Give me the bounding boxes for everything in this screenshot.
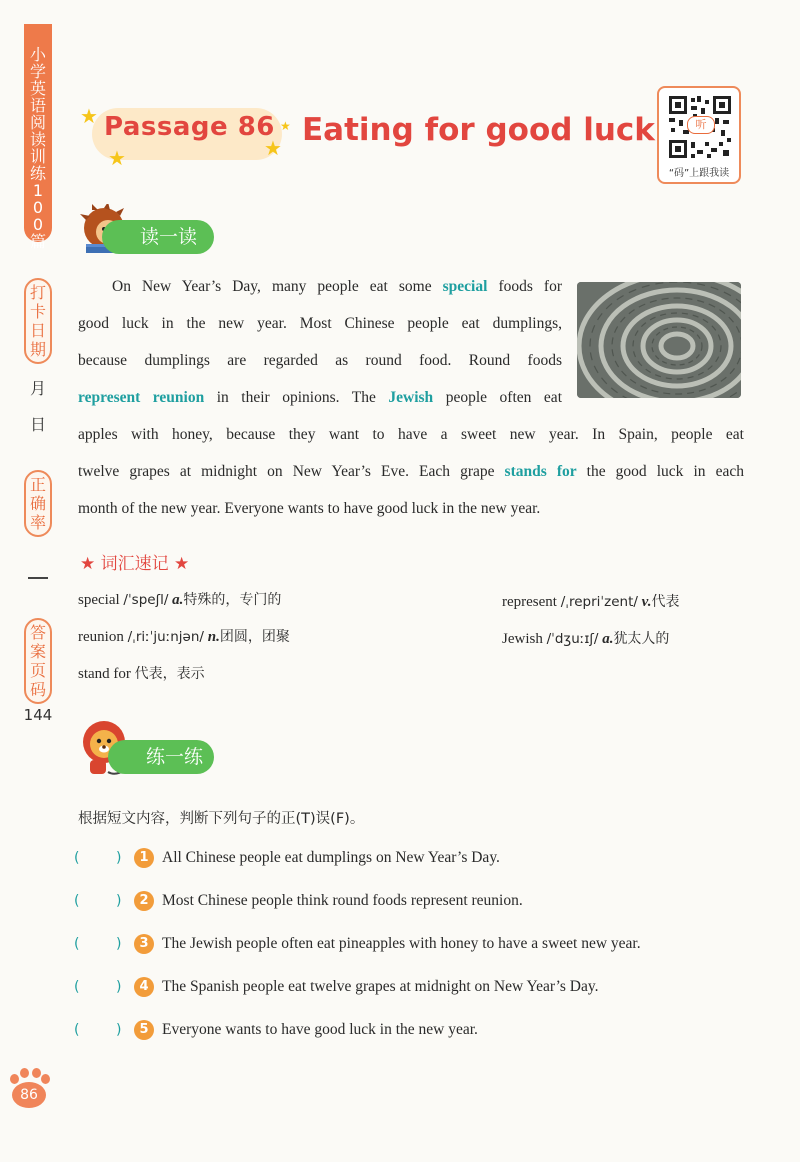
sidebar-char: 小 [29,45,46,64]
star-icon: ★ [280,119,291,133]
passage-segment: in their opinions. The [204,389,389,406]
sidebar-char: 训 [29,147,46,166]
paren-right: ) [116,979,122,995]
sidebar-char: 语 [29,96,46,115]
question-row [74,932,641,956]
vocab-item [502,628,669,648]
passage-segment: people often eat [433,389,562,406]
sidebar-char: 英 [29,79,46,98]
read-section-banner: 读一读 [102,220,214,254]
answer-blank[interactable] [74,1022,134,1038]
vocab-ipa: /ˈspeʃl/ [123,592,169,608]
vocab-meaning: 特殊的，专门的 [183,592,282,608]
vocab-item [78,626,290,646]
passage-line [78,305,562,342]
vocab-meaning: 团圆，团聚 [219,629,290,645]
vocab-heading: ★ 词汇速记 ★ [80,554,190,574]
sidebar-char: 1 [32,181,44,200]
passage-label: Passage 86 [104,112,275,142]
vocab-pos: v. [641,594,652,610]
answer-page-number: 144 [23,706,53,724]
qr-caption: “码”上跟我读 [668,168,730,179]
vocab-word: represent [502,594,557,610]
paren-left: ( [74,936,80,952]
passage-segment: because dumplings are regarded as round food. Round foods [78,352,562,369]
passage-line [78,268,562,305]
passage-segment: the good luck in each [576,463,744,480]
question-number: 5 [134,1020,154,1040]
sidebar-char: 0 [32,215,44,234]
question-number: 1 [134,848,154,868]
vocab-ipa: /ˌrepriˈzent/ [560,594,638,610]
passage-line [78,416,744,453]
passage-line [78,453,744,490]
answer-blank[interactable] [74,850,134,866]
paren-right: ) [116,850,122,866]
passage-line [78,490,744,527]
vocab-meaning: 犹太人的 [613,631,670,647]
question-text: The Spanish people eat twelve grapes at midnight on New Year’s Day. [162,978,599,995]
question-text: All Chinese people eat dumplings on New Year’s Day. [162,849,500,866]
paren-left: ( [74,850,80,866]
answer-blank[interactable] [74,979,134,995]
vocab-word: stand for [78,666,131,682]
paren-left: ( [74,979,80,995]
highlighted-term: special [442,278,488,295]
qr-code-box[interactable] [657,86,741,184]
paren-right: ) [116,1022,122,1038]
passage-segment: On New Year’s Day, many people eat some [112,278,443,295]
sidebar-char: 练 [29,164,46,183]
answer-page-label [24,618,52,704]
sidebar-char: 正 [29,475,46,494]
sidebar-char: 读 [29,130,46,149]
vocab-meaning: 代表 [651,594,680,610]
paren-left: ( [74,1022,80,1038]
sidebar-char: 打 [29,283,46,302]
sidebar-char: 答 [29,623,46,642]
question-row [74,889,523,913]
vocab-word: Jewish [502,631,543,647]
star-icon: ★ [264,136,282,160]
vocab-item [78,663,205,683]
vocab-pos: n. [207,629,220,645]
checkin-date-label [24,278,52,364]
question-text: Everyone wants to have good luck in the new year. [162,1021,478,1038]
dumplings-photo [577,282,741,398]
answer-blank[interactable] [74,936,134,952]
passage-segment: good luck in the new year. Most Chinese people eat dumplings, [78,315,562,332]
paren-left: ( [74,893,80,909]
page-title: Eating for good luck [302,112,655,148]
question-text: The Jewish people often eat pineapples with honey to have a sweet new year. [162,935,641,952]
vocab-item [502,591,680,611]
question-text: Most Chinese people think round foods represent reunion. [162,892,523,909]
question-row [74,975,598,999]
page-number: 86 [12,1082,46,1108]
vocab-item [78,589,281,609]
question-number: 3 [134,934,154,954]
star-icon: ★ [80,104,98,128]
divider [28,577,48,579]
highlighted-term: represent reunion [78,389,205,406]
vocab-meaning: 代表，表示 [134,666,205,682]
book-title-tab [24,24,52,251]
answer-blank[interactable] [74,893,134,909]
listen-badge: 听 [687,116,715,134]
vocab-ipa: /ˌriːˈjuːnjən/ [127,629,204,645]
vocab-pos: a. [602,631,614,647]
star-icon: ★ [108,146,126,170]
sidebar-char: 篇 [29,232,46,251]
passage-segment: apples with honey, because they want to have a sweet new year. In Spain, people eat [78,426,744,443]
passage-line [78,342,562,379]
sidebar-char: 日 [29,321,46,340]
question-number: 2 [134,891,154,911]
vocab-ipa: /ˈdʒuːɪʃ/ [546,631,599,647]
sidebar-char: 学 [29,62,46,81]
side-rail [0,0,68,1162]
question-row [74,1018,478,1042]
sidebar-char: 阅 [29,113,46,132]
paw-icon [8,1068,48,1110]
day-label: 日 [29,415,46,434]
passage-segment: month of the new year. Everyone wants to have good luck in the new year. [78,500,541,517]
month-label: 月 [29,379,46,398]
sidebar-char: 0 [32,198,44,217]
paren-right: ) [116,893,122,909]
sidebar-char: 率 [29,513,46,532]
passage-segment: foods for [487,278,562,295]
paren-right: ) [116,936,122,952]
highlighted-term: stands for [504,463,577,480]
sidebar-char: 确 [29,494,46,513]
question-number: 4 [134,977,154,997]
sidebar-char: 页 [29,661,46,680]
practice-section-banner: 练一练 [108,740,214,774]
vocab-pos: a. [172,592,184,608]
highlighted-term: Jewish [388,389,434,406]
sidebar-char: 码 [29,680,46,699]
sidebar-char: 期 [29,340,46,359]
sidebar-char: 案 [29,642,46,661]
sidebar-char: 卡 [29,302,46,321]
passage-line [78,379,562,416]
vocab-word: reunion [78,629,124,645]
passage-segment: twelve grapes at midnight on New Year’s Eve. Each grape [78,463,505,480]
instruction-text: 根据短文内容，判断下列句子的正(T)误(F)。 [78,811,365,827]
accuracy-label [24,470,52,537]
question-row [74,846,500,870]
vocab-word: special [78,592,120,608]
